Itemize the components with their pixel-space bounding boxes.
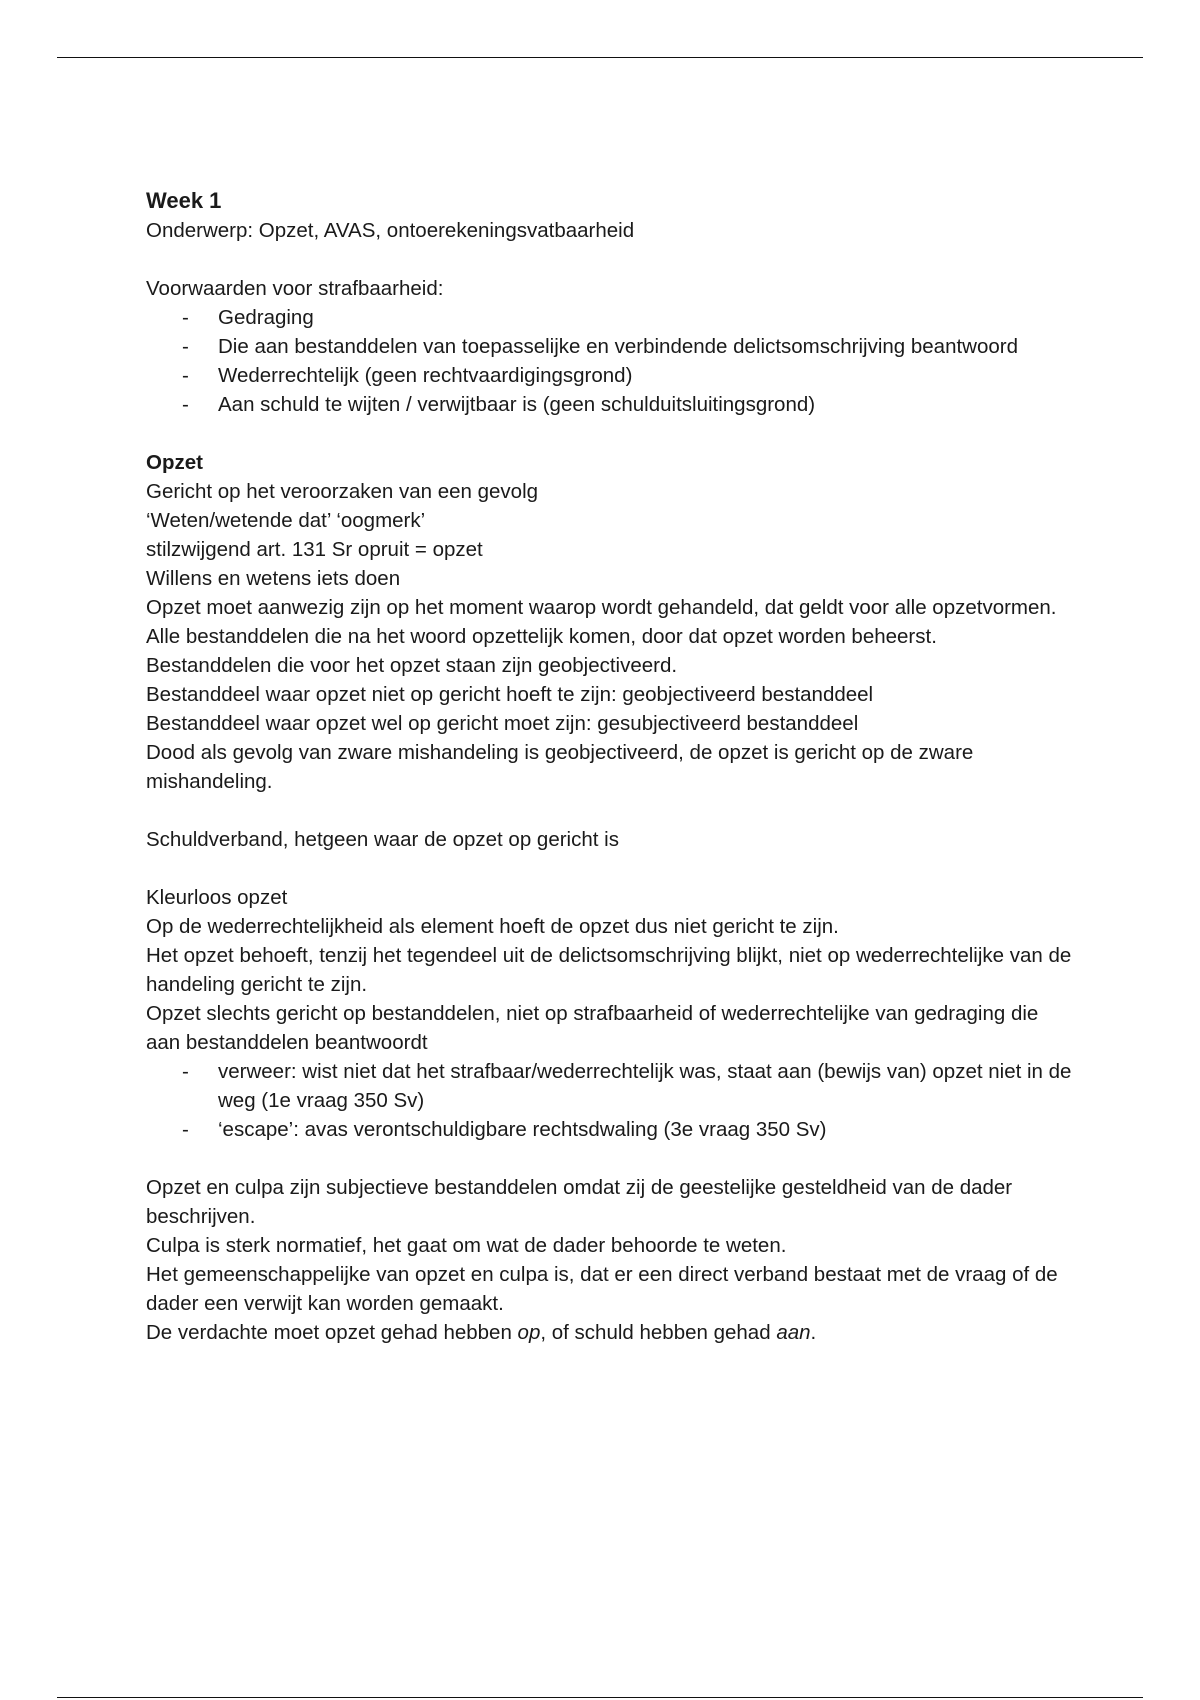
- spacer: [146, 245, 1076, 274]
- schuldverband-line: Schuldverband, hetgeen waar de opzet op gericht is: [146, 828, 619, 851]
- conditions-list: [146, 303, 1076, 419]
- section-heading-opzet: Opzet: [146, 451, 203, 474]
- paragraph-line: Alle bestanddelen die na het woord opzettelijk komen, door dat opzet worden beheerst.: [146, 625, 937, 648]
- paragraph-line: Opzet moet aanwezig zijn op het moment waarop wordt gehandeld, dat geldt voor alle opzetvormen.: [146, 596, 1057, 619]
- document-body: [146, 186, 1076, 1347]
- spacer: [146, 796, 1076, 825]
- final-line-part: , of schuld hebben gehad: [540, 1321, 777, 1344]
- list-item: - Aan schuld te wijten / verwijtbaar is (geen schulduitsluitingsgrond): [218, 390, 1076, 419]
- list-item: - ‘escape’: avas verontschuldigbare rechtsdwaling (3e vraag 350 Sv): [218, 1115, 1076, 1144]
- list-item: - verweer: wist niet dat het strafbaar/wederrechtelijk was, staat aan (bewijs van) opzet niet in de weg (1e vraag 350 Sv): [218, 1057, 1076, 1115]
- paragraph-line: Bestanddeel waar opzet wel op gericht moet zijn: gesubjectiveerd bestanddeel: [146, 712, 859, 735]
- section-heading-kleurloos: Kleurloos opzet: [146, 886, 288, 909]
- paragraph-line: Dood als gevolg van zware mishandeling is geobjectiveerd, de opzet is gericht op de zware mishandeling.: [146, 741, 974, 793]
- spacer: [146, 1144, 1076, 1173]
- paragraph-line: Bestanddelen die voor het opzet staan zijn geobjectiveerd.: [146, 654, 678, 677]
- spacer: [146, 419, 1076, 448]
- final-line-emphasis: op: [517, 1321, 541, 1344]
- paragraph-line: ‘Weten/wetende dat’ ‘oogmerk’: [146, 509, 426, 532]
- list-item: - Gedraging: [218, 303, 1076, 332]
- final-line-emphasis: aan: [776, 1321, 811, 1344]
- paragraph-line: Het gemeenschappelijke van opzet en culpa is, dat er een direct verband bestaat met de vraag of de dader een verwijt kan worden gemaakt.: [146, 1263, 1058, 1315]
- paragraph-line: stilzwijgend art. 131 Sr opruit = opzet: [146, 538, 483, 561]
- kleurloos-list: [146, 1057, 1076, 1144]
- paragraph-line: Gericht op het veroorzaken van een gevolg: [146, 480, 539, 503]
- page-title: Week 1: [146, 188, 222, 213]
- paragraph-line: Willens en wetens iets doen: [146, 567, 401, 590]
- list-item: - Die aan bestanddelen van toepasselijke en verbindende delictsomschrijving beantwoord: [218, 332, 1076, 361]
- paragraph-line: Opzet slechts gericht op bestanddelen, niet op strafbaarheid of wederrechtelijke van gedraging die aan bestanddelen beantwoordt: [146, 1002, 1039, 1054]
- spacer: [146, 854, 1076, 883]
- final-line: [146, 1318, 1076, 1347]
- conditions-heading: Voorwaarden voor strafbaarheid:: [146, 277, 444, 300]
- final-line-part: .: [810, 1321, 817, 1344]
- footer-rule: [57, 1697, 1143, 1698]
- header-rule: [57, 57, 1143, 58]
- list-item: - Wederrechtelijk (geen rechtvaardigingsgrond): [218, 361, 1076, 390]
- paragraph-line: Opzet en culpa zijn subjectieve bestanddelen omdat zij de geestelijke gesteldheid van de dader beschrijven.: [146, 1176, 1013, 1228]
- paragraph-line: Op de wederrechtelijkheid als element hoeft de opzet dus niet gericht te zijn.: [146, 915, 839, 938]
- subject-line: Onderwerp: Opzet, AVAS, ontoerekeningsvatbaarheid: [146, 219, 635, 242]
- final-line-part: De verdachte moet opzet gehad hebben: [146, 1321, 518, 1344]
- paragraph-line: Bestanddeel waar opzet niet op gericht hoeft te zijn: geobjectiveerd bestanddeel: [146, 683, 874, 706]
- paragraph-line: Culpa is sterk normatief, het gaat om wat de dader behoorde te weten.: [146, 1234, 787, 1257]
- paragraph-line: Het opzet behoeft, tenzij het tegendeel uit de delictsomschrijving blijkt, niet op wederrechtelijke van de handeling gericht te zijn.: [146, 944, 1072, 996]
